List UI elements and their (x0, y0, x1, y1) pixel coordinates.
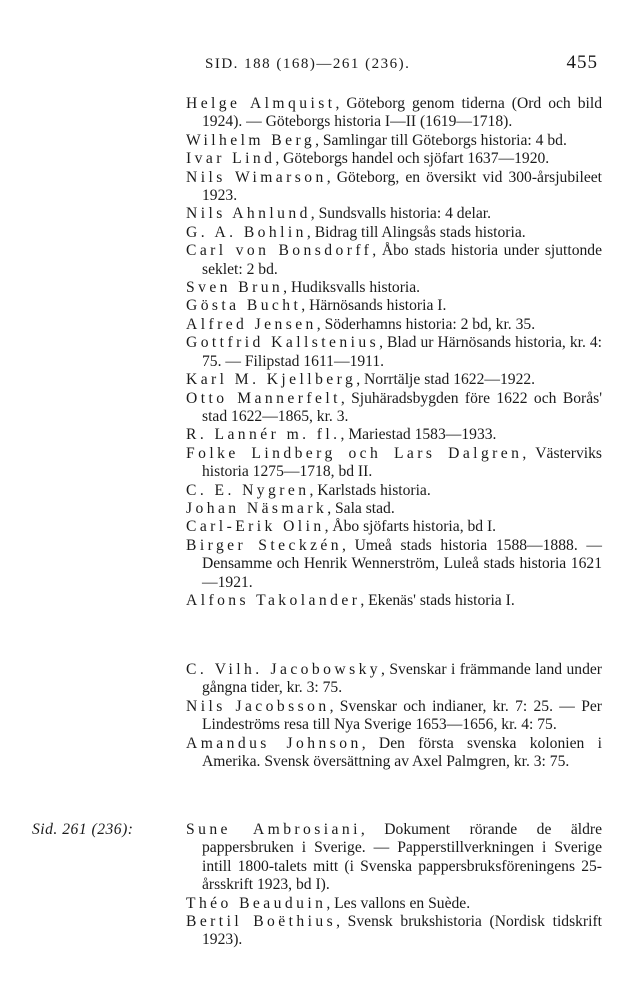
bib-entry (186, 334, 602, 371)
author-name: Nils Ahnlund (186, 205, 311, 223)
author-name: Wilhelm Berg (186, 131, 316, 149)
bib-entry (186, 426, 602, 444)
entry-text: , Umeå stads historia 1588—1888. — Densamme och Henrik Wennerström, Luleå stads historia 1621—1921. (202, 536, 603, 591)
entry-text: , Mariestad 1583—1933. (340, 426, 497, 444)
author-name: G. A. Bohlin (186, 223, 307, 241)
bib-entry (186, 205, 602, 223)
bib-entry (186, 132, 602, 150)
bib-entry (186, 150, 602, 168)
bib-entry (186, 279, 602, 297)
bib-entry (186, 316, 602, 334)
entry-text: , Göteborgs handel och sjöfart 1637—1920. (275, 150, 550, 168)
bib-entry (186, 661, 602, 698)
bib-entry (186, 169, 602, 206)
page-number: 455 (566, 52, 598, 73)
entry-text: , Sjuhäradsbygden före 1622 och Borås' stad 1622—1865, kr. 3. (202, 389, 603, 425)
author-name: Nils Wimarson (186, 168, 327, 186)
bib-entry (186, 445, 602, 482)
bib-entry (186, 224, 602, 242)
author-name: Helge Almquist (186, 95, 336, 112)
section-label: Sid. 261 (236): (32, 821, 134, 838)
author-name: Sune Ambrosiani (186, 821, 361, 838)
entry-text: , Bidrag till Alingsås stads historia. (306, 223, 526, 241)
entry-text: , Norrtälje stad 1622—1922. (356, 371, 536, 389)
author-name: C. Vilh. Jacobowsky (186, 661, 382, 678)
bib-entry (186, 482, 602, 500)
bib-entry (186, 913, 602, 950)
bib-entry (186, 95, 602, 132)
entry-text: , Göteborg, en översikt vid 300-årsjubileet 1923. (202, 168, 602, 205)
author-name: Gottfrid Kallstenius (186, 334, 380, 352)
entry-text: , Samlingar till Göteborgs historia: 4 bd. (315, 131, 567, 149)
author-name: Nils Jacobsson (186, 697, 330, 715)
entry-text: , Härnösands historia I. (301, 297, 447, 315)
author-name: Johan Näsmark (186, 499, 328, 517)
author-name: Karl M. Kjellberg (186, 371, 357, 389)
author-name: Otto Mannerfelt (186, 389, 341, 407)
author-name: Théo Beauduin (186, 894, 327, 912)
bib-entry (186, 821, 602, 895)
author-name: Alfred Jensen (186, 315, 317, 333)
author-name: Carl von Bonsdorff (186, 242, 373, 260)
author-name: Amandus Johnson (186, 734, 362, 752)
author-name: R. Lannér m. fl. (186, 426, 341, 444)
author-name: Carl-Erik Olin (186, 518, 325, 536)
entry-text: , Åbo sjöfarts historia, bd I. (324, 518, 497, 536)
entry-text: , Svenskar i främmande land under gångna tider, kr. 3: 75. (202, 661, 602, 697)
bibliography-block-towns (186, 95, 602, 610)
bibliography-block-industry (186, 821, 602, 950)
bib-entry (186, 371, 602, 389)
author-name: C. E. Nygren (186, 481, 310, 499)
author-name: Sven Brun (186, 279, 284, 297)
author-name: Alfons Takolander (186, 591, 361, 609)
bib-entry (186, 518, 602, 536)
author-name: Ivar Lind (186, 150, 276, 168)
bib-entry (186, 592, 602, 610)
entry-text: , Karlstads historia. (309, 481, 431, 499)
author-name: Birger Steckzén (186, 536, 343, 554)
entry-text: , Svenskar och indianer, kr. 7: 25. — Per Lindeströms resa till Nya Sverige 1653—1656, kr. 4: 75. (202, 697, 602, 734)
entry-text: , Göteborg genom tiderna (Ord och bild 1924). — Göteborgs historia I—II (1619—1718). (202, 95, 602, 131)
bib-entry (186, 390, 602, 427)
entry-text: , Ekenäs' stads historia I. (360, 591, 515, 609)
bib-entry (186, 698, 602, 735)
entry-text: , Les vallons en Suède. (326, 894, 471, 912)
bib-entry (186, 242, 602, 279)
author-name: Gösta Bucht (186, 297, 302, 315)
bib-entry (186, 735, 602, 772)
entry-text: , Blad ur Härnösands historia, kr. 4: 75. — Filipstad 1611—1911. (202, 334, 602, 370)
entry-text: , Den första svenska kolonien i Amerika. Svensk översättning av Axel Palmgren, kr. 3: 75. (202, 734, 602, 771)
bib-entry (186, 297, 602, 315)
entry-text: , Söderhamns historia: 2 bd, kr. 35. (316, 315, 536, 333)
running-head: SID. 188 (168)—261 (236). (205, 56, 411, 72)
bibliography-block-emigration (186, 661, 602, 771)
entry-text: , Sala stad. (327, 499, 395, 517)
entry-text: , Åbo stads historia under sjuttonde seklet: 2 bd. (202, 242, 602, 278)
bib-entry (186, 537, 602, 592)
author-name: Folke Lindberg och Lars Dalgren (186, 444, 523, 462)
bib-entry (186, 500, 602, 518)
entry-text: , Svensk brukshistoria (Nordisk tidskrift 1923). (202, 913, 602, 949)
entry-text: , Dokument rörande de äldre pappersbruken i Sverige. — Papperstillverkningen i Sverige intill 1800-talets mitt (i Svenska pappersbruksföreningens 25-årsskrift 1923, bd I). (202, 821, 602, 894)
entry-text: , Sundsvalls historia: 4 delar. (310, 205, 491, 223)
entry-text: , Västerviks historia 1275—1718, bd II. (202, 444, 602, 481)
bib-entry (186, 895, 602, 913)
author-name: Bertil Boëthius (186, 913, 337, 931)
entry-text: , Hudiksvalls historia. (283, 279, 421, 297)
